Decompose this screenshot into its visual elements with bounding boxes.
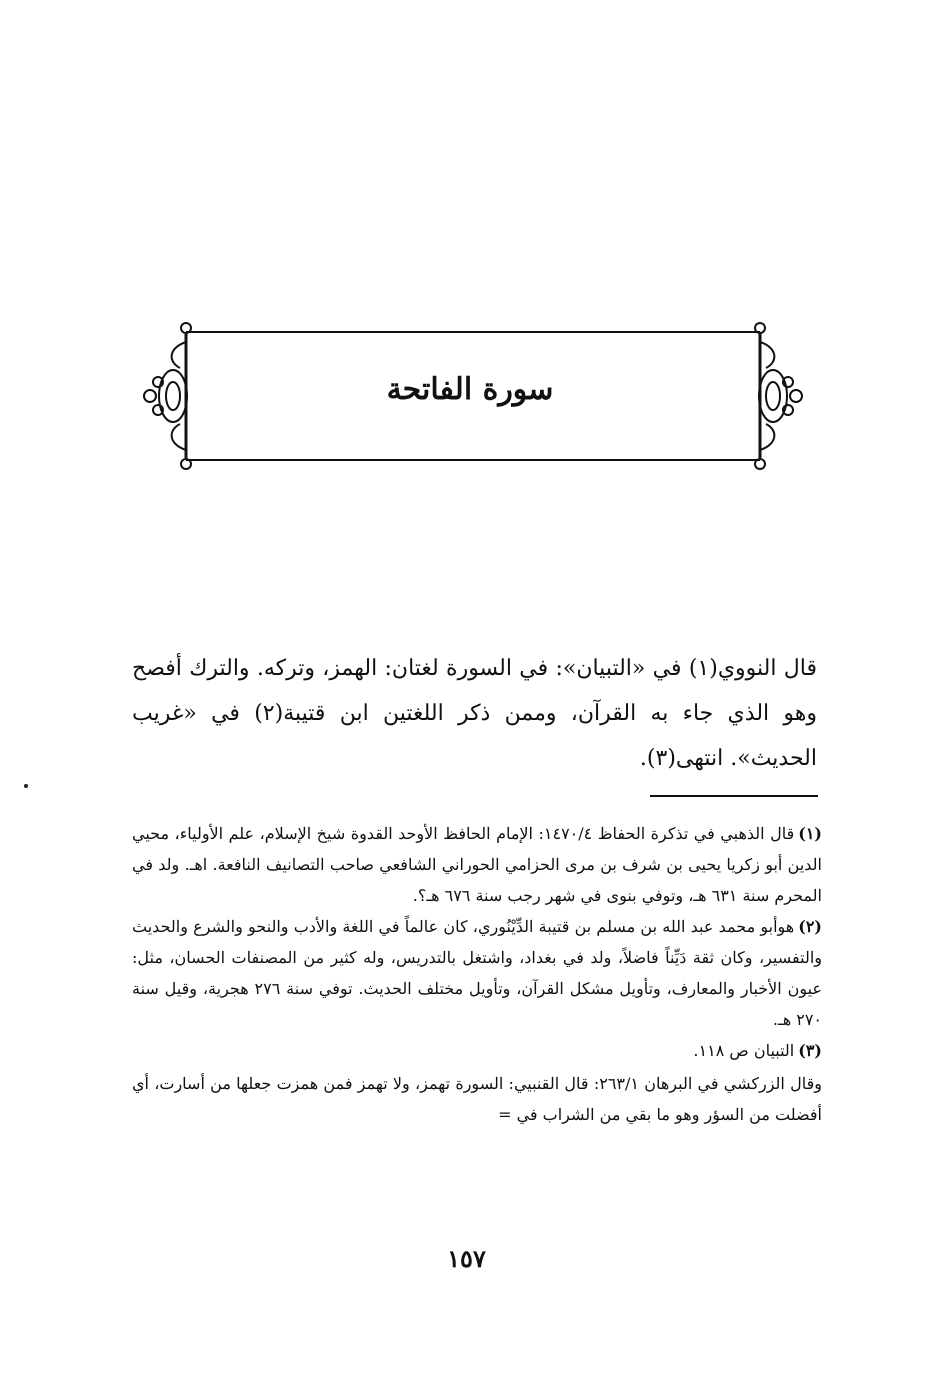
footnote-text: هوأبو محمد عبد الله بن مسلم بن قتيبة الدِّيْنُوري، كان عالماً في اللغة والأدب والنحو والشرع والحديث والتفسير، وكان ثقة دَيِّناً فاضلاً، ولد في بغداد، واشتغل بالتدريس، وله كثير من المصنفات الحسان، مثل: عيون الأخبار والمعارف، وتأويل مشكل القرآن، وتأويل مختلف الحديث. توفي سنة ٢٧٦ هجرية، وقيل سنة ٢٧٠ هـ. (132, 917, 823, 1029)
main-paragraph: قال النووي(١) في «التبيان»: في السورة لغتان: الهمز، وتركه. والترك أفصح وهو الذي جاء به القرآن، وممن ذكر اللغتين ابن قتيبة(٢) في «غريب الحديث». انتهى(٣). (132, 656, 817, 771)
footnote-2 (132, 911, 822, 1035)
page-number: ١٥٧ (447, 1244, 486, 1273)
scan-speck (24, 784, 28, 788)
footnote-3 (132, 1035, 822, 1066)
footnote-text: التبيان ص ١١٨. (693, 1041, 795, 1060)
footnote-number: (٣) (798, 1041, 822, 1060)
footnote-number: (١) (798, 824, 822, 843)
footnote-1 (132, 818, 822, 911)
footnote-number: (٢) (798, 917, 822, 936)
footnote-text: قال الذهبي في تذكرة الحفاظ ١٤٧٠/٤: الإمام الحافظ الأوحد القدوة شيخ الإسلام، علم الأولياء، محيي الدين أبو زكريا يحيى بن شرف بن مرى الحزامي الحوراني الشافعي صاحب التصانيف النافعة. اهـ. ولد في المحرم سنة ٦٣١ هـ، وتوفي بنوى في شهر رجب سنة ٦٧٦ هـ؟. (132, 824, 822, 905)
footnotes-section (132, 818, 822, 1130)
footnote-divider (650, 795, 818, 797)
footnote-continuation: وقال الزركشي في البرهان ٢٦٣/١: قال القنبيي: السورة تهمز، ولا تهمز فمن همزت جعلها من أسارت، أي أفضلت من السؤر وهو ما بقي من الشراب في = (132, 1074, 822, 1124)
surah-title: سورة الفاتحة (386, 372, 554, 407)
